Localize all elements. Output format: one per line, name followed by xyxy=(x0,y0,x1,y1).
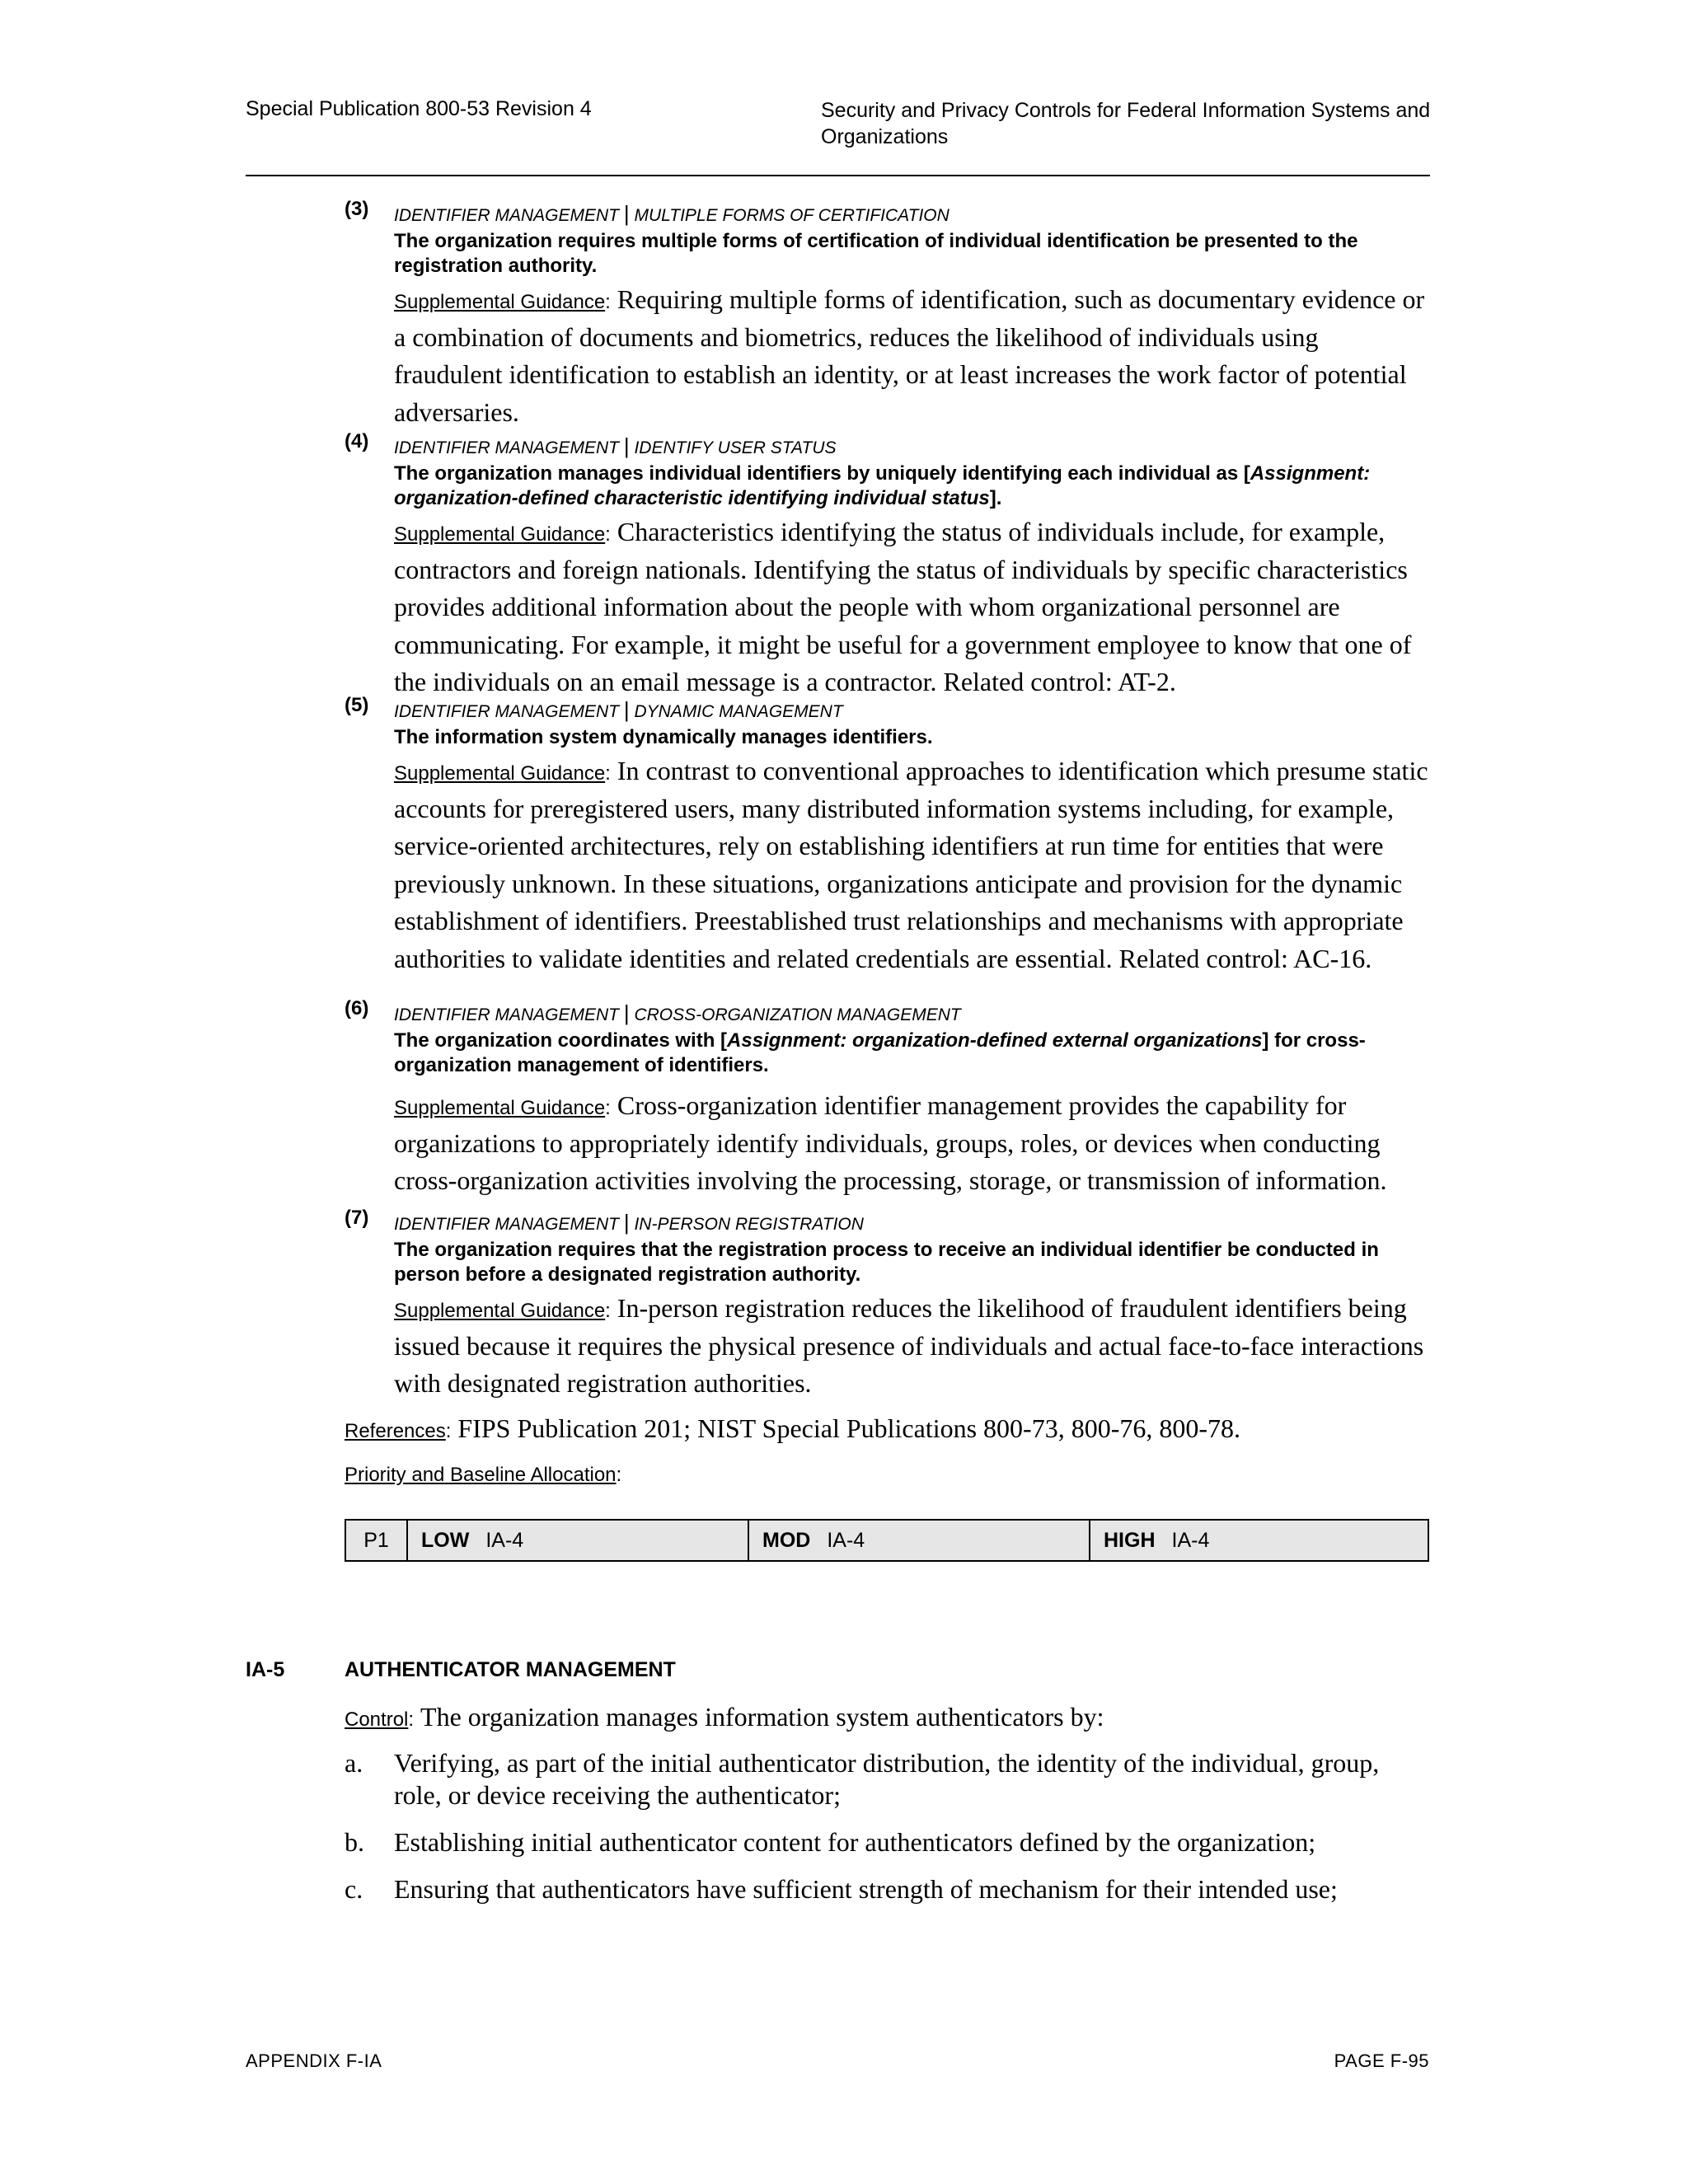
enhancement-title: IDENTIFIER MANAGEMENT | IN-PERSON REGISTRATION xyxy=(394,1210,864,1235)
enhancement-title: IDENTIFIER MANAGEMENT | MULTIPLE FORMS OF CERTIFICATION xyxy=(394,201,950,226)
enhancement-number: (7) xyxy=(345,1207,369,1229)
header-divider xyxy=(246,175,1430,176)
priority-label: Priority and Baseline Allocation: xyxy=(345,1464,622,1486)
footer-page-number: PAGE F-95 xyxy=(1334,2050,1429,2071)
supplemental-guidance: Supplemental Guidance: Requiring multiple forms of identification, such as documentary evidence or a combination of documents and biometrics, reduces the likelihood of individuals using fraudulent identification to establish an identity, or at least increases the work factor of potential adversaries. xyxy=(394,284,1425,427)
low-baseline-cell: LOW IA-4 xyxy=(408,1521,749,1560)
footer-appendix: APPENDIX F-IA xyxy=(246,2050,382,2071)
enhancement-statement: The information system dynamically manages identifiers. xyxy=(394,726,933,748)
enhancement-statement: The organization requires that the registration process to receive an individual identifier be conducted in person before a designated registration authority. xyxy=(394,1239,1379,1286)
mod-baseline-cell: MOD IA-4 xyxy=(749,1521,1090,1560)
control-statement: Control: The organization manages information system authenticators by: xyxy=(345,1702,1104,1732)
references: References: FIPS Publication 201; NIST Special Publications 800-73, 800-76, 800-78. xyxy=(345,1413,1241,1443)
enhancement-statement: The organization coordinates with [Assignment: organization-defined external organizations] for cross-organization management of identifiers. xyxy=(394,1029,1366,1076)
enhancement-number: (5) xyxy=(345,694,369,716)
supplemental-guidance: Supplemental Guidance: Characteristics identifying the status of individuals include, for example, contractors and foreign nationals. Identifying the status of individuals by specific characteristics provides additional information about the people with whom organizational personnel are communicating. For example, it might be useful for a government employee to know that one of the individuals on an email message is a contractor. Related control: AT-2. xyxy=(394,517,1412,696)
enhancement-statement: The organization manages individual identifiers by uniquely identifying each individual as [Assignment: organization-defined characteristic identifying individual status]. xyxy=(394,462,1371,509)
control-title: AUTHENTICATOR MANAGEMENT xyxy=(345,1658,676,1681)
supplemental-guidance: Supplemental Guidance: In-person registration reduces the likelihood of fraudulent identifiers being issued because it requires the physical presence of individuals and actual face-to-face interactions with designated registration authorities. xyxy=(394,1293,1424,1398)
supplemental-guidance: Supplemental Guidance: Cross-organization identifier management provides the capability for organizations to appropriately identify individuals, groups, roles, or devices when conducting cross-organization activities involving the processing, storage, or transmission of information. xyxy=(394,1090,1387,1195)
header-document-title: Security and Privacy Controls for Federal Information Systems and Organizations xyxy=(821,99,1431,148)
high-baseline-cell: HIGH IA-4 xyxy=(1104,1528,1210,1552)
enhancement-statement: The organization requires multiple forms of certification of individual identification be presented to the registration authority. xyxy=(394,230,1358,277)
enhancement-title: IDENTIFIER MANAGEMENT | CROSS-ORGANIZATION MANAGEMENT xyxy=(394,1001,961,1025)
enhancement-number: (4) xyxy=(345,430,369,452)
priority-cell: P1 xyxy=(346,1521,408,1560)
supplemental-guidance: Supplemental Guidance: In contrast to conventional approaches to identification which presume static accounts for preregistered users, many distributed information systems including, for example, service-oriented architectures, rely on establishing identifiers at run time for entities that were previously unknown. In these situations, organizations anticipate and provision for the dynamic establishment of identifiers. Preestablished trust relationships and mechanisms with appropriate authorities to validate identities and related credentials are essential. Related control: AC-16. xyxy=(394,756,1428,973)
priority-baseline-table xyxy=(345,1519,1429,1562)
enhancement-number: (3) xyxy=(345,198,369,220)
control-id: IA-5 xyxy=(246,1658,285,1681)
enhancement-number: (6) xyxy=(345,997,369,1019)
header-publication: Special Publication 800-53 Revision 4 xyxy=(246,97,592,120)
enhancement-title: IDENTIFIER MANAGEMENT | IDENTIFY USER STATUS xyxy=(394,434,837,458)
enhancement-title: IDENTIFIER MANAGEMENT | DYNAMIC MANAGEMENT xyxy=(394,697,843,722)
